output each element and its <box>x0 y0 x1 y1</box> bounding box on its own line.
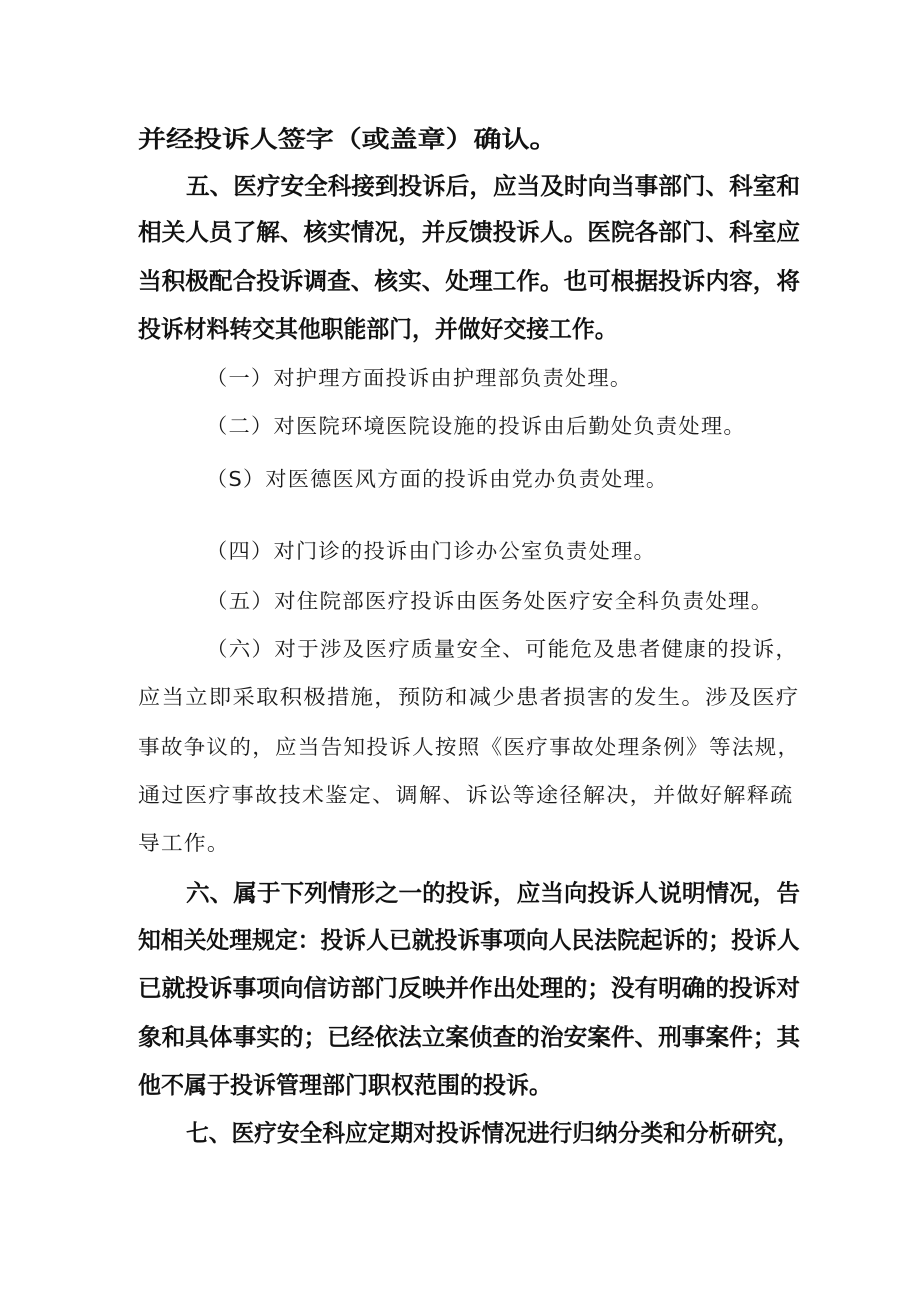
section-7-heading: 七、医疗安全科应定期对投诉情况进行归纳分类和分析研究， <box>186 1119 800 1147</box>
text-line: 应当立即采取积极措施，预防和减少患者损害的发生。涉及医疗 <box>138 685 800 709</box>
text-line: 象和具体事实的；已经依法立案侦查的治安案件、刑事案件；其 <box>138 1023 801 1051</box>
text-line: 当积极配合投诉调查、核实、处理工作。也可根据投诉内容，将 <box>138 267 801 295</box>
list-item: （四）对门诊的投诉由门诊办公室负责处理。 <box>206 539 657 563</box>
section-5-heading: 五、医疗安全科接到投诉后，应当及时向当事部门、科室和 <box>186 172 800 200</box>
list-item: （六）对于涉及医疗质量安全、可能危及患者健康的投诉， <box>206 637 799 661</box>
list-item: （五）对住院部医疗投诉由医务处医疗安全科负责处理。 <box>206 589 774 613</box>
text-line: 相关人员了解、核实情况，并反馈投诉人。医院各部门、科室应 <box>138 218 801 246</box>
list-item: （S）对医德医风方面的投诉由党办负责处理。 <box>206 467 669 491</box>
text-line: 导工作。 <box>138 831 230 855</box>
text-line: 事故争议的，应当告知投诉人按照《医疗事故处理条例》等法规， <box>138 735 801 759</box>
text-line: 知相关处理规定：投诉人已就投诉事项向人民法院起诉的；投诉人 <box>138 926 800 954</box>
list-item: （二）对医院环境医院设施的投诉由后勤处负责处理。 <box>206 414 746 438</box>
text-line: 他不属于投诉管理部门职权范围的投诉。 <box>138 1071 552 1099</box>
text-line: 投诉材料转交其他职能部门，并做好交接工作。 <box>138 315 618 343</box>
text-line: 已就投诉事项向信访部门反映并作出处理的；没有明确的投诉对 <box>138 974 801 1002</box>
section-6-heading: 六、属于下列情形之一的投诉，应当向投诉人说明情况，告 <box>186 879 800 907</box>
text-line: 并经投诉人签字（或盖章）确认。 <box>138 125 558 153</box>
list-item: （一）对护理方面投诉由护理部负责处理。 <box>206 366 633 390</box>
text-line: 通过医疗事故技术鉴定、调解、诉讼等途径解决，并做好解释疏 <box>138 783 794 807</box>
